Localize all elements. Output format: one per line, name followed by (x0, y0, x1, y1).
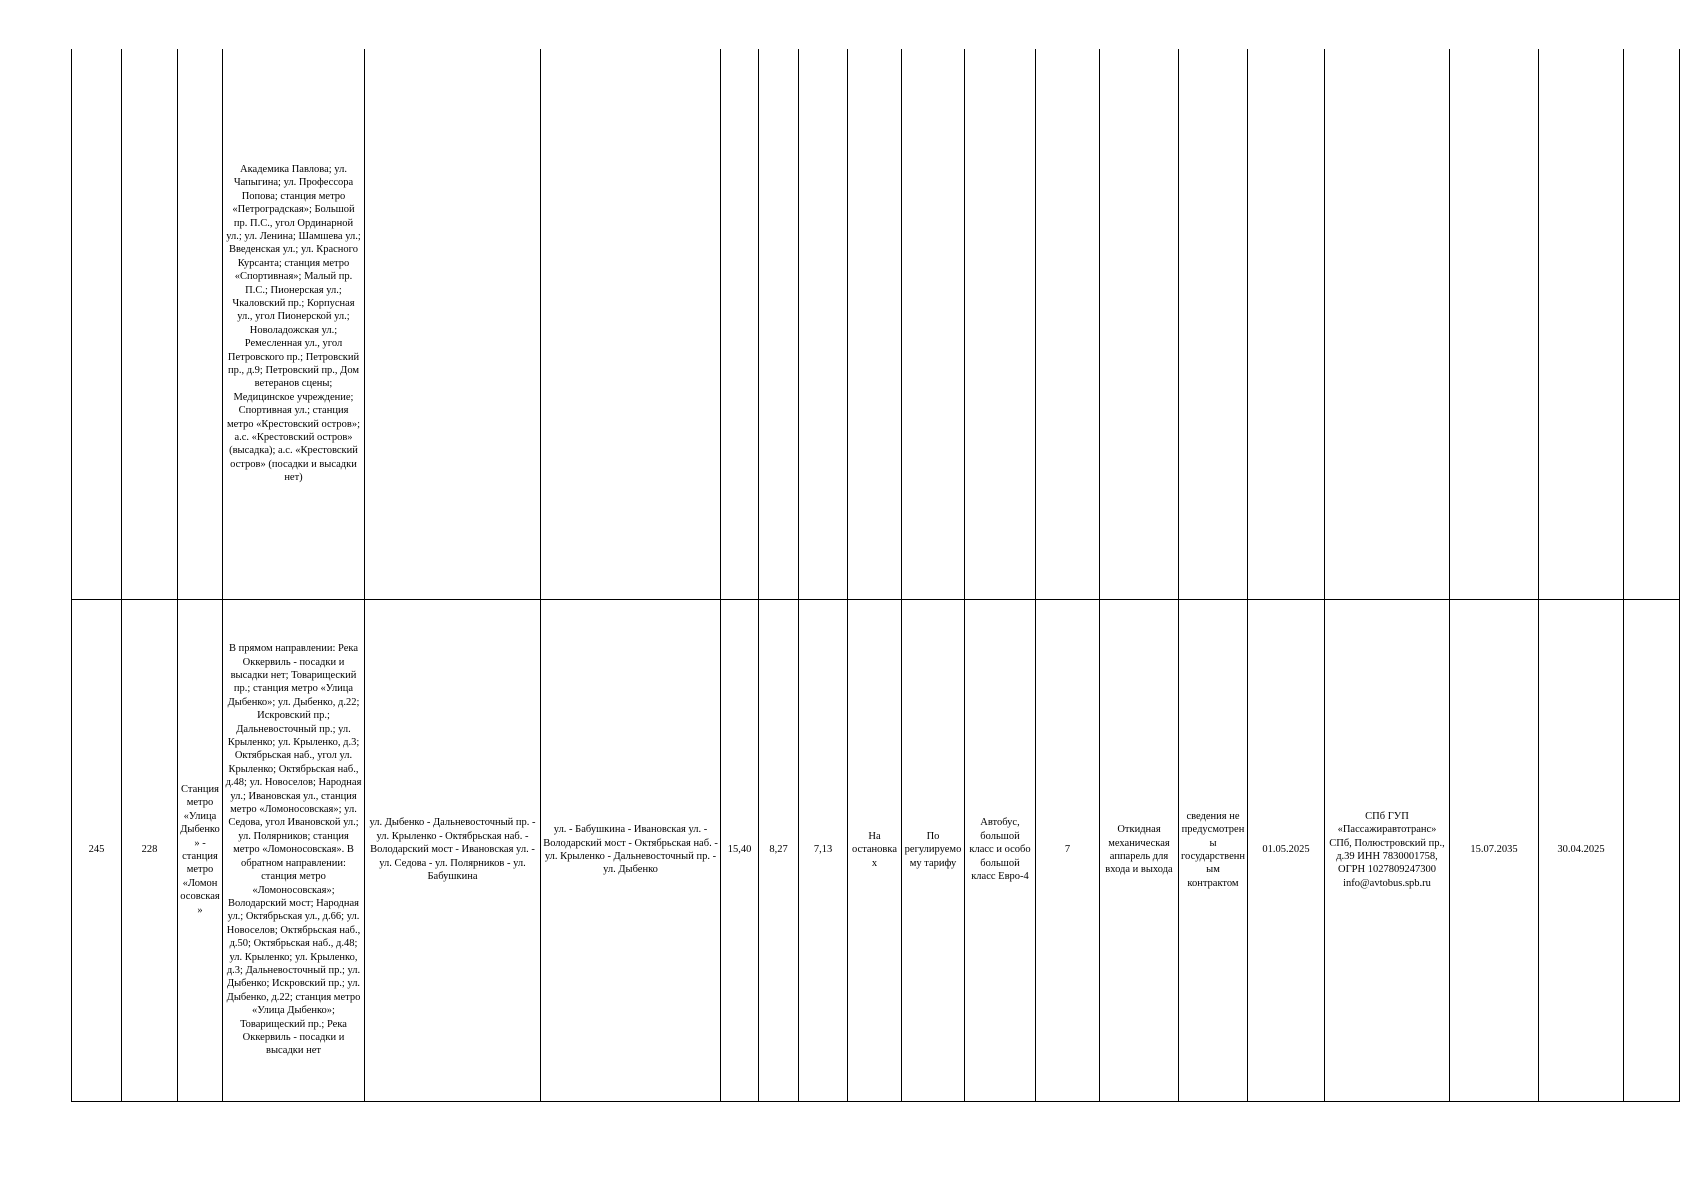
cell-value-2: 7,13 (799, 599, 848, 1101)
cell-contract: сведения не предусмотрены государственным контрактом (1179, 599, 1248, 1101)
cell-empty (365, 49, 541, 599)
table-row-continuation (72, 49, 1680, 599)
cell-streets-backward: ул. - Бабушкина - Ивановская ул. - Володарский мост - Октябрьская наб. - ул. Крыленко - Дальневосточный пр. - ул. Дыбенко (541, 599, 721, 1101)
cell-date-3: 30.04.2025 (1539, 599, 1624, 1101)
table-row-route-228 (72, 599, 1680, 1101)
cell-tariff: По регулируемому тарифу (902, 599, 965, 1101)
cell-stop-order: На остановках (848, 599, 902, 1101)
cell-empty (799, 49, 848, 599)
cell-empty (1450, 49, 1539, 599)
cell-value-1: 8,27 (759, 599, 799, 1101)
cell-empty (1325, 49, 1450, 599)
cell-date-2: 15.07.2035 (1450, 599, 1539, 1101)
cell-empty (1036, 49, 1100, 599)
cell-route-number: 228 (122, 599, 178, 1101)
cell-start-date: 01.05.2025 (1248, 599, 1325, 1101)
cell-empty (122, 49, 178, 599)
cell-vehicle: Автобус, большой класс и особо большой класс Евро-4 (965, 599, 1036, 1101)
cell-empty (72, 49, 122, 599)
cell-empty (541, 49, 721, 599)
cell-streets-forward: ул. Дыбенко - Дальневосточный пр. - ул. Крыленко - Октябрьская наб. - Володарский мост - Ивановская ул. - ул. Седова - ул. Полярников - ул. Бабушкина (365, 599, 541, 1101)
cell-empty (1539, 49, 1624, 599)
cell-carrier: СПб ГУП «Пассажиравтотранс» СПб, Полюстровский пр., д.39 ИНН 7830001758, ОГРН 1027809247300 info@avtobus.spb.ru (1325, 599, 1450, 1101)
route-registry-table (71, 49, 1680, 1102)
cell-empty (1100, 49, 1179, 599)
cell-vehicle-count: 7 (1036, 599, 1100, 1101)
cell-stops-continued: Академика Павлова; ул. Чапыгина; ул. Профессора Попова; станция метро «Петроградская»; Большой пр. П.С., угол Ординарной ул.; ул. Ленина; Шамшева ул.; Введенская ул.; ул. Красного Курсанта; станция метро «Спортивная»; Малый пр. П.С.; Пионерская ул.; Чкаловский пр.; Корпусная ул., угол Пионерской ул.; Новоладожская ул.; Ремесленная ул., угол Петровского пр.; Петровский пр., д.9; Петровский пр., Дом ветеранов сцены; Медицинское учреждение; Спортивная ул.; станция метро «Крестовский остров»; а.с. «Крестовский остров» (высадка); а.с. «Крестовский остров» (посадки и высадки нет) (223, 49, 365, 599)
cell-last (1624, 599, 1680, 1101)
cell-stops: В прямом направлении: Река Оккервиль - посадки и высадки нет; Товарищеский пр.; станция метро «Улица Дыбенко»; ул. Дыбенко, д.22; Искровский пр.; Дальневосточный пр.; ул. Крыленко; ул. Крыленко, д.3; Октябрьская наб., угол ул. Крыленко; Октябрьская наб., д.48; ул. Новоселов; Народная ул.; Ивановская ул., станция метро «Ломоносовская»; ул. Седова, угол Ивановской ул.; ул. Полярников; станция метро «Ломоносовская». В обратном направлении: станция метро «Ломоносовская»; Володарский мост; Народная ул.; Октябрьская ул., д.66; ул. Новоселов; Октябрьская наб., д.50; Октябрьская наб., д.48; ул. Крыленко; ул. Крыленко, д.3; Дальневосточный пр.; ул. Дыбенко; Искровский пр.; ул. Дыбенко, д.22; станция метро «Улица Дыбенко»; Товарищеский пр.; Река Оккервиль - посадки и высадки нет (223, 599, 365, 1101)
registry-sheet (71, 49, 1679, 1101)
cell-empty (1179, 49, 1248, 599)
cell-route-name: Станция метро «Улица Дыбенко» - станция метро «Ломоносовская» (178, 599, 223, 1101)
cell-empty (721, 49, 759, 599)
cell-reg-number: 245 (72, 599, 122, 1101)
cell-length: 15,40 (721, 599, 759, 1101)
cell-empty (902, 49, 965, 599)
cell-empty (759, 49, 799, 599)
cell-empty (848, 49, 902, 599)
cell-empty (1248, 49, 1325, 599)
cell-empty (1624, 49, 1680, 599)
cell-empty (178, 49, 223, 599)
cell-empty (965, 49, 1036, 599)
cell-feature: Откидная механическая аппарель для входа и выхода (1100, 599, 1179, 1101)
